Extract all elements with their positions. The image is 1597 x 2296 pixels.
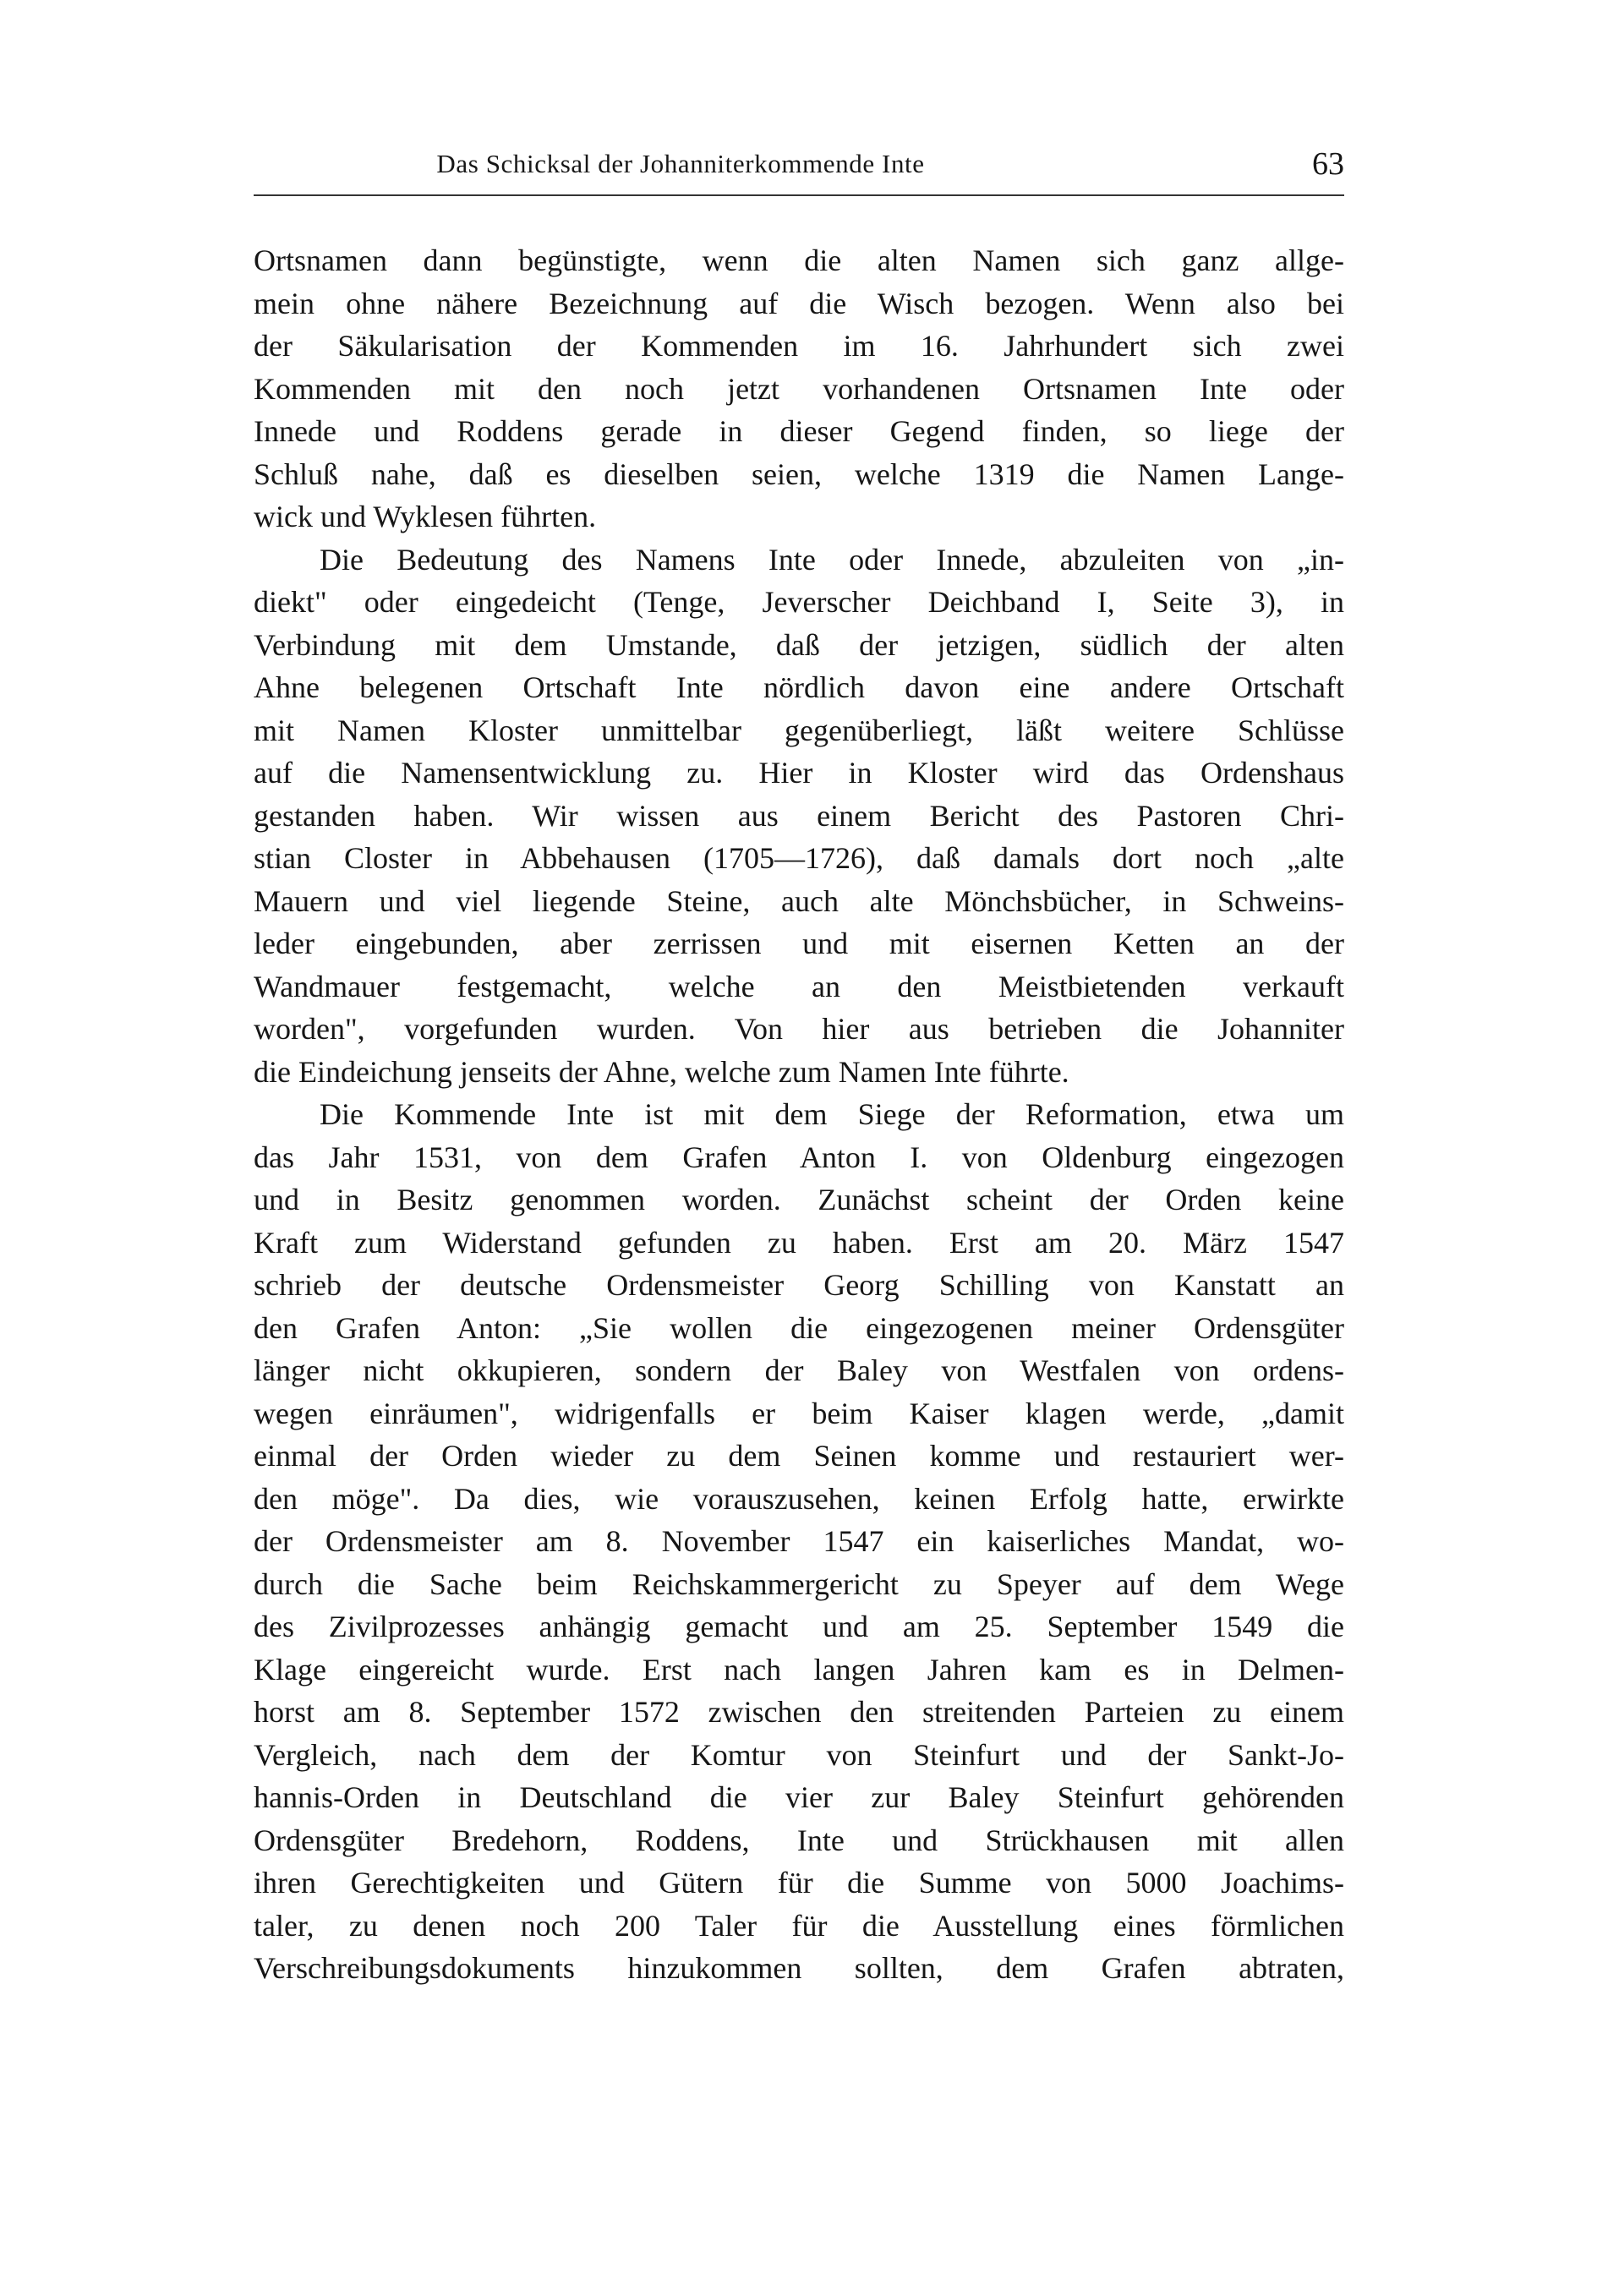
running-header <box>254 142 1344 193</box>
text-line: taler, zu denen noch 200 Taler für die Ausstellung eines förmlichen <box>254 1908 1344 1943</box>
text-line: einmal der Orden wieder zu dem Seinen komme und restauriert wer- <box>254 1439 1344 1473</box>
text-line: mein ohne nähere Bezeichnung auf die Wisch bezogen. Wenn also bei <box>254 286 1344 320</box>
text-line: durch die Sache beim Reichskammergericht zu Speyer auf dem Wege <box>254 1566 1344 1601</box>
text-line: gestanden haben. Wir wissen aus einem Bericht des Pastoren Chri- <box>254 798 1344 833</box>
running-title: Das Schicksal der Johanniterkommende Inte <box>436 149 925 178</box>
text-line: diekt" oder eingedeicht (Tenge, Jeverscher Deichband I, Seite 3), in <box>254 585 1344 619</box>
text-line: Vergleich, nach dem der Komtur von Steinfurt und der Sankt-Jo- <box>254 1737 1344 1772</box>
text-line: Innede und Roddens gerade in dieser Gegend finden, so liege der <box>254 414 1344 448</box>
text-line: leder eingebunden, aber zerrissen und mit eisernen Ketten an der <box>254 927 1344 960</box>
text-line: die Eindeichung jenseits der Ahne, welche zum Namen Inte führte. <box>254 1054 1069 1089</box>
text-line: Die Bedeutung des Namens Inte oder Innede, abzuleiten von „in- <box>320 542 1344 577</box>
text-line: Wandmauer festgemacht, welche an den Meistbietenden verkauft <box>254 969 1344 1003</box>
paragraph-2 <box>254 538 1344 1094</box>
text-line: ihren Gerechtigkeiten und Gütern für die Summe von 5000 Joachims- <box>254 1866 1344 1900</box>
text-line: worden", vorgefunden wurden. Von hier aus betrieben die Johanniter <box>254 1012 1344 1046</box>
text-line: Verbindung mit dem Umstande, daß der jetzigen, südlich der alten <box>254 627 1344 662</box>
text-line: Die Kommende Inte ist mit dem Siege der Reformation, etwa um <box>320 1097 1344 1131</box>
text-line: der Ordensmeister am 8. November 1547 ein kaiserliches Mandat, wo- <box>254 1524 1344 1558</box>
page-number: 63 <box>1312 146 1344 182</box>
text-line: stian Closter in Abbehausen (1705—1726), daß damals dort noch „alte <box>254 841 1344 875</box>
text-line: hannis-Orden in Deutschland die vier zur Baley Steinfurt gehörenden <box>254 1780 1344 1814</box>
text-line: Ordensgüter Bredehorn, Roddens, Inte und Strückhausen mit allen <box>254 1823 1344 1857</box>
text-line: Mauern und viel liegende Steine, auch alte Mönchsbücher, in Schweins- <box>254 883 1344 918</box>
text-line: Schluß nahe, daß es dieselben seien, welche 1319 die Namen Lange- <box>254 456 1344 491</box>
text-line: Klage eingereicht wurde. Erst nach langen Jahren kam es in Delmen- <box>254 1652 1344 1686</box>
text-line: wick und Wyklesen führten. <box>254 500 597 533</box>
text-line: der Säkularisation der Kommenden im 16. Jahrhundert sich zwei <box>254 329 1344 363</box>
text-line: des Zivilprozesses anhängig gemacht und am 25. September 1549 die <box>254 1610 1344 1643</box>
header-rule <box>254 194 1344 196</box>
text-line: das Jahr 1531, von dem Grafen Anton I. von Oldenburg eingezogen <box>254 1140 1344 1174</box>
text-line: Verschreibungsdokuments hinzukommen sollten, dem Grafen abtraten, <box>254 1951 1344 1985</box>
paragraph-1 <box>254 239 1344 538</box>
text-line: Kraft zum Widerstand gefunden zu haben. Erst am 20. März 1547 <box>254 1225 1344 1260</box>
text-line: auf die Namensentwicklung zu. Hier in Kloster wird das Ordenshaus <box>254 756 1344 790</box>
text-line: mit Namen Kloster unmittelbar gegenüberliegt, läßt weitere Schlüsse <box>254 713 1344 747</box>
text-line: horst am 8. September 1572 zwischen den streitenden Parteien zu einem <box>254 1695 1344 1729</box>
body-text <box>254 239 1344 1990</box>
text-line: Ahne belegenen Ortschaft Inte nördlich davon eine andere Ortschaft <box>254 670 1344 704</box>
text-line: Ortsnamen dann begünstigte, wenn die alten Namen sich ganz allge- <box>254 243 1344 277</box>
text-line: den möge". Da dies, wie vorauszusehen, keinen Erfolg hatte, erwirkte <box>254 1481 1344 1516</box>
text-line: wegen einräumen", widrigenfalls er beim Kaiser klagen werde, „damit <box>254 1396 1344 1430</box>
paragraph-3 <box>254 1093 1344 1990</box>
text-line: den Grafen Anton: „Sie wollen die eingezogenen meiner Ordensgüter <box>254 1310 1344 1345</box>
text-line: Kommenden mit den noch jetzt vorhandenen Ortsnamen Inte oder <box>254 371 1344 406</box>
text-line: länger nicht okkupieren, sondern der Baley von Westfalen von ordens- <box>254 1353 1344 1387</box>
text-line: und in Besitz genommen worden. Zunächst scheint der Orden keine <box>254 1183 1344 1216</box>
text-line: schrieb der deutsche Ordensmeister Georg Schilling von Kanstatt an <box>254 1268 1344 1302</box>
